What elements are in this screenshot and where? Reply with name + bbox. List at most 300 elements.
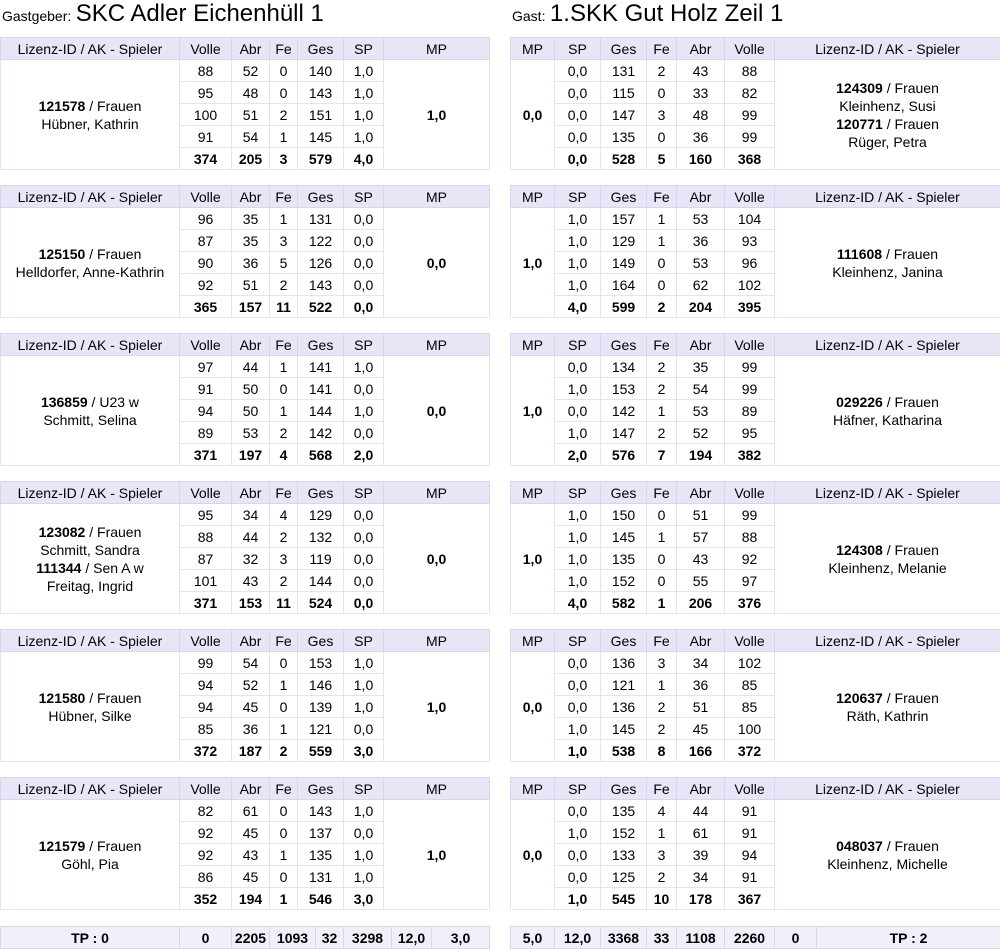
guest-mp-value: 1,0 bbox=[511, 504, 555, 614]
player-name: Kleinhenz, Janina bbox=[832, 263, 943, 280]
home-cell-fe: 2 bbox=[270, 526, 298, 548]
home-cell-volle: 88 bbox=[180, 526, 232, 548]
col-header-mp: MP bbox=[384, 334, 490, 356]
home-team-header bbox=[2, 0, 324, 34]
guest-cell-volle: 89 bbox=[725, 400, 775, 422]
home-cell-ges: 132 bbox=[298, 526, 344, 548]
col-header-volle: Volle bbox=[180, 334, 232, 356]
age-class: / Frauen bbox=[882, 689, 939, 706]
guest-cell-volle: 95 bbox=[725, 422, 775, 444]
col-header-volle: Volle bbox=[725, 630, 775, 652]
home-cell-fe: 2 bbox=[270, 570, 298, 592]
home-cell-abr: 51 bbox=[232, 104, 270, 126]
guest-total-zero: 0 bbox=[775, 927, 817, 949]
guest-cell-volle: 99 bbox=[725, 126, 775, 148]
guest-cell-sp: 1,0 bbox=[555, 548, 601, 570]
guest-cell-abr: 43 bbox=[677, 60, 725, 82]
home-total-row bbox=[1, 927, 490, 949]
guest-cell-abr: 36 bbox=[677, 674, 725, 696]
guest-player-cell bbox=[775, 652, 1000, 762]
col-header-abr: Abr bbox=[232, 38, 270, 60]
home-cell-sp: 0,0 bbox=[344, 378, 384, 400]
guest-cell-sp: 0,0 bbox=[555, 356, 601, 378]
col-header-ges: Ges bbox=[298, 186, 344, 208]
col-header-ges: Ges bbox=[298, 334, 344, 356]
guest-cell-sp: 0,0 bbox=[555, 844, 601, 866]
player-name: Göhl, Pia bbox=[61, 855, 119, 872]
guest-cell-abr: 36 bbox=[677, 126, 725, 148]
home-sum-ges: 522 bbox=[298, 296, 344, 318]
col-header-sp: SP bbox=[555, 482, 601, 504]
guest-cell-volle: 91 bbox=[725, 866, 775, 888]
home-cell-fe: 2 bbox=[270, 422, 298, 444]
col-header-ges: Ges bbox=[298, 482, 344, 504]
home-cell-ges: 122 bbox=[298, 230, 344, 252]
home-cell-volle: 92 bbox=[180, 822, 232, 844]
home-cell-ges: 121 bbox=[298, 718, 344, 740]
home-cell-sp: 0,0 bbox=[344, 504, 384, 526]
guest-header-row bbox=[511, 186, 1000, 208]
age-class: / Frauen bbox=[882, 393, 939, 410]
guest-cell-sp: 0,0 bbox=[555, 674, 601, 696]
guest-cell-sp: 1,0 bbox=[555, 718, 601, 740]
license-id: 120771 bbox=[836, 115, 883, 132]
home-cell-ges: 131 bbox=[298, 866, 344, 888]
home-sum-volle: 371 bbox=[180, 592, 232, 614]
guest-cell-volle: 91 bbox=[725, 800, 775, 822]
col-header-mp: MP bbox=[384, 778, 490, 800]
home-cell-fe: 1 bbox=[270, 208, 298, 230]
col-header-volle: Volle bbox=[725, 778, 775, 800]
guest-prefix: Gast: bbox=[512, 8, 546, 24]
player-name: Häfner, Katharina bbox=[833, 411, 942, 428]
player-id-line bbox=[775, 837, 1000, 855]
home-cell-ges: 140 bbox=[298, 60, 344, 82]
col-header-mp: MP bbox=[384, 630, 490, 652]
home-mp-value: 1,0 bbox=[384, 652, 490, 762]
guest-cell-fe: 0 bbox=[647, 504, 677, 526]
guest-total-ges: 3368 bbox=[601, 927, 647, 949]
col-header-mp: MP bbox=[511, 778, 555, 800]
home-player-cell bbox=[1, 504, 180, 614]
guest-cell-volle: 99 bbox=[725, 104, 775, 126]
home-cell-volle: 94 bbox=[180, 674, 232, 696]
home-cell-volle: 91 bbox=[180, 378, 232, 400]
home-sum-sp: 2,0 bbox=[344, 444, 384, 466]
home-sum-sp: 0,0 bbox=[344, 296, 384, 318]
guest-cell-ges: 135 bbox=[601, 126, 647, 148]
player-name: Helldorfer, Anne-Kathrin bbox=[15, 263, 165, 280]
guest-sum-sp: 4,0 bbox=[555, 592, 601, 614]
home-cell-abr: 35 bbox=[232, 230, 270, 252]
col-header-ges: Ges bbox=[601, 38, 647, 60]
guest-cell-ges: 157 bbox=[601, 208, 647, 230]
player-name: Kleinhenz, Susi bbox=[839, 97, 936, 114]
guest-sum-fe: 8 bbox=[647, 740, 677, 762]
home-sum-ges: 524 bbox=[298, 592, 344, 614]
col-header-abr: Abr bbox=[677, 778, 725, 800]
guest-cell-abr: 54 bbox=[677, 378, 725, 400]
home-cell-fe: 0 bbox=[270, 60, 298, 82]
home-cell-sp: 0,0 bbox=[344, 548, 384, 570]
home-cell-sp: 0,0 bbox=[344, 822, 384, 844]
player-id-line bbox=[1, 837, 179, 855]
col-header-mp: MP bbox=[384, 482, 490, 504]
home-frame-row bbox=[1, 60, 490, 82]
col-header-abr: Abr bbox=[232, 186, 270, 208]
age-class: / Frauen bbox=[882, 245, 939, 262]
home-cell-sp: 0,0 bbox=[344, 526, 384, 548]
guest-sum-fe: 10 bbox=[647, 888, 677, 910]
age-class: / U23 w bbox=[87, 393, 140, 410]
guest-cell-abr: 35 bbox=[677, 356, 725, 378]
home-player-cell bbox=[1, 356, 180, 466]
home-cell-abr: 51 bbox=[232, 274, 270, 296]
guest-cell-sp: 0,0 bbox=[555, 866, 601, 888]
col-header-abr: Abr bbox=[232, 334, 270, 356]
home-cell-volle: 87 bbox=[180, 230, 232, 252]
guest-cell-sp: 1,0 bbox=[555, 252, 601, 274]
age-class: / Frauen bbox=[882, 115, 939, 132]
license-id: 029226 bbox=[836, 393, 883, 410]
home-cell-fe: 2 bbox=[270, 274, 298, 296]
col-header-abr: Abr bbox=[677, 186, 725, 208]
home-cell-sp: 0,0 bbox=[344, 208, 384, 230]
guest-cell-fe: 4 bbox=[647, 800, 677, 822]
guest-cell-fe: 1 bbox=[647, 230, 677, 252]
guest-duel-table bbox=[510, 629, 1000, 762]
col-header-sp: SP bbox=[555, 778, 601, 800]
age-class: / Frauen bbox=[882, 837, 939, 854]
guest-cell-volle: 85 bbox=[725, 696, 775, 718]
guest-sum-abr: 166 bbox=[677, 740, 725, 762]
guest-cell-ges: 136 bbox=[601, 696, 647, 718]
home-total-zero: 0 bbox=[180, 927, 232, 949]
guest-cell-sp: 0,0 bbox=[555, 652, 601, 674]
home-cell-abr: 52 bbox=[232, 674, 270, 696]
home-total-volle: 2205 bbox=[232, 927, 270, 949]
license-id: 124308 bbox=[836, 541, 883, 558]
guest-cell-volle: 99 bbox=[725, 504, 775, 526]
guest-cell-abr: 62 bbox=[677, 274, 725, 296]
guest-cell-abr: 51 bbox=[677, 504, 725, 526]
home-cell-fe: 1 bbox=[270, 126, 298, 148]
col-header-fe: Fe bbox=[647, 482, 677, 504]
age-class: / Frauen bbox=[85, 245, 142, 262]
home-cell-sp: 0,0 bbox=[344, 718, 384, 740]
home-cell-ges: 126 bbox=[298, 252, 344, 274]
player-name: Hübner, Kathrin bbox=[41, 115, 139, 132]
age-class: / Sen A w bbox=[81, 559, 144, 576]
home-cell-abr: 43 bbox=[232, 844, 270, 866]
col-header-mp: MP bbox=[511, 334, 555, 356]
guest-player-cell bbox=[775, 800, 1000, 910]
col-header-sp: SP bbox=[555, 334, 601, 356]
guest-sum-sp: 1,0 bbox=[555, 740, 601, 762]
home-cell-sp: 1,0 bbox=[344, 844, 384, 866]
player-id-line bbox=[775, 541, 1000, 559]
player-name: Rüger, Petra bbox=[848, 133, 927, 150]
col-header-volle: Volle bbox=[180, 186, 232, 208]
home-cell-sp: 1,0 bbox=[344, 82, 384, 104]
guest-sum-abr: 178 bbox=[677, 888, 725, 910]
home-cell-ges: 144 bbox=[298, 570, 344, 592]
home-cell-abr: 44 bbox=[232, 526, 270, 548]
guest-sum-volle: 395 bbox=[725, 296, 775, 318]
home-cell-volle: 95 bbox=[180, 504, 232, 526]
guest-total-fe: 33 bbox=[647, 927, 677, 949]
home-total-mp: 3,0 bbox=[432, 927, 490, 949]
col-header-ges: Ges bbox=[601, 186, 647, 208]
guest-sum-volle: 368 bbox=[725, 148, 775, 170]
guest-cell-abr: 53 bbox=[677, 400, 725, 422]
home-sum-abr: 197 bbox=[232, 444, 270, 466]
guest-cell-volle: 102 bbox=[725, 652, 775, 674]
home-sum-volle: 374 bbox=[180, 148, 232, 170]
col-header-player: Lizenz-ID / AK - Spieler bbox=[775, 38, 1000, 60]
col-header-player: Lizenz-ID / AK - Spieler bbox=[1, 778, 180, 800]
home-cell-ges: 151 bbox=[298, 104, 344, 126]
guest-cell-sp: 1,0 bbox=[555, 822, 601, 844]
guest-duel-table bbox=[510, 37, 1000, 170]
guest-sum-fe: 7 bbox=[647, 444, 677, 466]
guest-cell-fe: 1 bbox=[647, 208, 677, 230]
home-cell-ges: 143 bbox=[298, 274, 344, 296]
home-cell-volle: 90 bbox=[180, 252, 232, 274]
col-header-mp: MP bbox=[511, 630, 555, 652]
guest-cell-ges: 133 bbox=[601, 844, 647, 866]
col-header-mp: MP bbox=[384, 186, 490, 208]
player-name: Freitag, Ingrid bbox=[46, 577, 134, 594]
guest-cell-sp: 0,0 bbox=[555, 104, 601, 126]
guest-sum-abr: 160 bbox=[677, 148, 725, 170]
guest-sum-ges: 576 bbox=[601, 444, 647, 466]
home-cell-fe: 0 bbox=[270, 866, 298, 888]
guest-cell-volle: 99 bbox=[725, 378, 775, 400]
guest-total-table bbox=[510, 926, 1000, 949]
guest-cell-sp: 0,0 bbox=[555, 82, 601, 104]
guest-cell-abr: 39 bbox=[677, 844, 725, 866]
col-header-mp: MP bbox=[511, 38, 555, 60]
guest-sum-ges: 582 bbox=[601, 592, 647, 614]
home-mp-value: 0,0 bbox=[384, 504, 490, 614]
home-sum-fe: 3 bbox=[270, 148, 298, 170]
guest-cell-fe: 0 bbox=[647, 82, 677, 104]
home-sum-sp: 4,0 bbox=[344, 148, 384, 170]
guest-sum-fe: 1 bbox=[647, 592, 677, 614]
license-id: 111344 bbox=[36, 559, 82, 576]
guest-cell-abr: 34 bbox=[677, 866, 725, 888]
col-header-volle: Volle bbox=[725, 186, 775, 208]
guest-header-row bbox=[511, 334, 1000, 356]
col-header-volle: Volle bbox=[180, 482, 232, 504]
home-cell-volle: 101 bbox=[180, 570, 232, 592]
guest-total-volle: 2260 bbox=[725, 927, 775, 949]
home-cell-abr: 34 bbox=[232, 504, 270, 526]
home-cell-fe: 0 bbox=[270, 696, 298, 718]
home-mp-value: 0,0 bbox=[384, 356, 490, 466]
guest-cell-fe: 3 bbox=[647, 844, 677, 866]
home-cell-sp: 1,0 bbox=[344, 800, 384, 822]
home-cell-volle: 85 bbox=[180, 718, 232, 740]
home-header-row bbox=[1, 482, 490, 504]
home-cell-abr: 45 bbox=[232, 822, 270, 844]
age-class: / Frauen bbox=[882, 79, 939, 96]
home-cell-volle: 86 bbox=[180, 866, 232, 888]
home-cell-fe: 0 bbox=[270, 822, 298, 844]
guest-frame-row bbox=[511, 800, 1000, 822]
home-cell-fe: 1 bbox=[270, 356, 298, 378]
guest-total-sp: 12,0 bbox=[555, 927, 601, 949]
home-cell-volle: 89 bbox=[180, 422, 232, 444]
home-cell-fe: 0 bbox=[270, 82, 298, 104]
home-cell-sp: 1,0 bbox=[344, 674, 384, 696]
home-duel-table bbox=[0, 481, 490, 614]
guest-frame-row bbox=[511, 504, 1000, 526]
guest-frame-row bbox=[511, 356, 1000, 378]
home-cell-abr: 36 bbox=[232, 718, 270, 740]
guest-cell-fe: 0 bbox=[647, 126, 677, 148]
home-sum-fe: 2 bbox=[270, 740, 298, 762]
home-cell-volle: 94 bbox=[180, 400, 232, 422]
col-header-fe: Fe bbox=[270, 778, 298, 800]
home-sum-sp: 0,0 bbox=[344, 592, 384, 614]
home-sum-abr: 157 bbox=[232, 296, 270, 318]
home-cell-ges: 141 bbox=[298, 378, 344, 400]
guest-cell-abr: 48 bbox=[677, 104, 725, 126]
guest-cell-volle: 104 bbox=[725, 208, 775, 230]
col-header-volle: Volle bbox=[725, 334, 775, 356]
guest-cell-abr: 57 bbox=[677, 526, 725, 548]
guest-sum-volle: 382 bbox=[725, 444, 775, 466]
guest-sum-ges: 528 bbox=[601, 148, 647, 170]
home-cell-fe: 3 bbox=[270, 548, 298, 570]
license-id: 124309 bbox=[836, 79, 883, 96]
guest-cell-abr: 34 bbox=[677, 652, 725, 674]
guest-cell-abr: 51 bbox=[677, 696, 725, 718]
guest-cell-abr: 44 bbox=[677, 800, 725, 822]
col-header-player: Lizenz-ID / AK - Spieler bbox=[1, 186, 180, 208]
guest-cell-fe: 1 bbox=[647, 822, 677, 844]
home-cell-ges: 119 bbox=[298, 548, 344, 570]
guest-sum-volle: 367 bbox=[725, 888, 775, 910]
home-cell-sp: 1,0 bbox=[344, 866, 384, 888]
home-team-name: SKC Adler Eichenhüll 1 bbox=[75, 0, 324, 27]
guest-cell-volle: 82 bbox=[725, 82, 775, 104]
col-header-ges: Ges bbox=[601, 778, 647, 800]
home-header-row bbox=[1, 778, 490, 800]
home-cell-abr: 54 bbox=[232, 126, 270, 148]
guest-cell-ges: 135 bbox=[601, 548, 647, 570]
col-header-abr: Abr bbox=[232, 630, 270, 652]
home-sum-sp: 3,0 bbox=[344, 740, 384, 762]
home-sum-volle: 365 bbox=[180, 296, 232, 318]
home-cell-volle: 87 bbox=[180, 548, 232, 570]
home-mp-value: 1,0 bbox=[384, 60, 490, 170]
home-cell-abr: 54 bbox=[232, 652, 270, 674]
guest-player-cell bbox=[775, 356, 1000, 466]
player-name: Hübner, Silke bbox=[48, 707, 132, 724]
home-header-row bbox=[1, 630, 490, 652]
guest-cell-sp: 1,0 bbox=[555, 208, 601, 230]
player-id-line bbox=[775, 79, 1000, 97]
guest-cell-abr: 45 bbox=[677, 718, 725, 740]
guest-frame-row bbox=[511, 208, 1000, 230]
home-mp-value: 0,0 bbox=[384, 208, 490, 318]
home-cell-ges: 137 bbox=[298, 822, 344, 844]
license-id: 121580 bbox=[38, 689, 86, 706]
guest-cell-ges: 125 bbox=[601, 866, 647, 888]
home-cell-ges: 153 bbox=[298, 652, 344, 674]
guest-cell-abr: 33 bbox=[677, 82, 725, 104]
col-header-abr: Abr bbox=[677, 630, 725, 652]
guest-mp-value: 1,0 bbox=[511, 208, 555, 318]
home-sum-fe: 4 bbox=[270, 444, 298, 466]
home-header-row bbox=[1, 186, 490, 208]
guest-total-mp: 5,0 bbox=[511, 927, 555, 949]
guest-cell-ges: 152 bbox=[601, 822, 647, 844]
guest-cell-ges: 147 bbox=[601, 422, 647, 444]
guest-cell-sp: 1,0 bbox=[555, 378, 601, 400]
home-sum-abr: 187 bbox=[232, 740, 270, 762]
col-header-sp: SP bbox=[344, 778, 384, 800]
home-cell-abr: 53 bbox=[232, 422, 270, 444]
col-header-mp: MP bbox=[511, 482, 555, 504]
guest-cell-abr: 61 bbox=[677, 822, 725, 844]
guest-cell-ges: 149 bbox=[601, 252, 647, 274]
home-total-sp: 12,0 bbox=[392, 927, 432, 949]
home-cell-ges: 129 bbox=[298, 504, 344, 526]
home-duel-table bbox=[0, 185, 490, 318]
home-sum-ges: 568 bbox=[298, 444, 344, 466]
home-cell-fe: 1 bbox=[270, 844, 298, 866]
player-id-line bbox=[775, 393, 1000, 411]
age-class: / Frauen bbox=[85, 97, 142, 114]
home-total-ges: 3298 bbox=[344, 927, 392, 949]
guest-cell-volle: 96 bbox=[725, 252, 775, 274]
guest-cell-sp: 0,0 bbox=[555, 696, 601, 718]
player-id-line bbox=[775, 115, 1000, 133]
guest-team-name: 1.SKK Gut Holz Zeil 1 bbox=[549, 0, 784, 27]
guest-cell-sp: 0,0 bbox=[555, 800, 601, 822]
home-cell-ges: 139 bbox=[298, 696, 344, 718]
home-header-row bbox=[1, 38, 490, 60]
home-sum-ges: 546 bbox=[298, 888, 344, 910]
home-cell-fe: 1 bbox=[270, 718, 298, 740]
license-id: 136859 bbox=[40, 393, 88, 410]
guest-duel-table bbox=[510, 333, 1000, 466]
guest-sum-fe: 2 bbox=[647, 296, 677, 318]
home-cell-ges: 142 bbox=[298, 422, 344, 444]
home-player-cell bbox=[1, 652, 180, 762]
home-cell-fe: 5 bbox=[270, 252, 298, 274]
col-header-fe: Fe bbox=[647, 630, 677, 652]
home-cell-abr: 45 bbox=[232, 866, 270, 888]
guest-cell-ges: 131 bbox=[601, 60, 647, 82]
guest-cell-sp: 0,0 bbox=[555, 126, 601, 148]
home-total-table bbox=[0, 926, 490, 949]
home-sum-volle: 352 bbox=[180, 888, 232, 910]
col-header-fe: Fe bbox=[270, 630, 298, 652]
home-player-cell bbox=[1, 800, 180, 910]
guest-cell-sp: 1,0 bbox=[555, 504, 601, 526]
player-name: Schmitt, Selina bbox=[43, 411, 137, 428]
home-cell-abr: 36 bbox=[232, 252, 270, 274]
guest-cell-volle: 91 bbox=[725, 822, 775, 844]
guest-cell-fe: 2 bbox=[647, 696, 677, 718]
home-cell-ges: 143 bbox=[298, 82, 344, 104]
home-frame-row bbox=[1, 800, 490, 822]
